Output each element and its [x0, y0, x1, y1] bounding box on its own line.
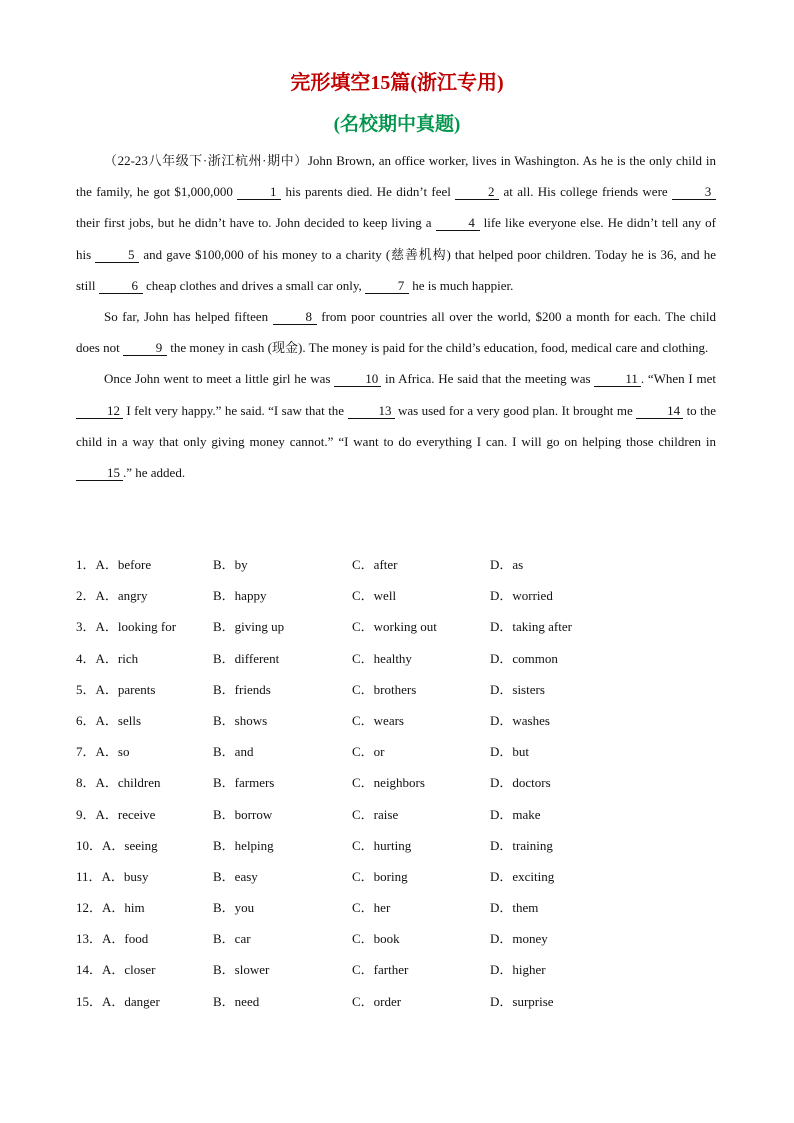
- option-b[interactable]: B．helping: [213, 837, 274, 853]
- option-d[interactable]: D．doctors: [490, 775, 551, 791]
- option-b[interactable]: B．different: [213, 650, 280, 666]
- option-a-text: A．children: [95, 775, 161, 791]
- option-c[interactable]: C．or: [352, 744, 385, 760]
- option-a[interactable]: [76, 767, 161, 798]
- option-d[interactable]: D．common: [490, 650, 558, 666]
- option-d[interactable]: D．as: [490, 557, 524, 572]
- option-c[interactable]: C．hurting: [352, 837, 412, 853]
- question-number: 13．: [76, 931, 103, 947]
- question-number: 11．: [76, 868, 102, 884]
- passage-paragraph-2: [76, 301, 716, 363]
- passage-text: at all. His college friends were: [499, 184, 672, 200]
- blank-7[interactable]: 7: [365, 278, 409, 294]
- passage-text: Once John went to meet a little girl he was: [104, 371, 335, 387]
- blank-13[interactable]: 13: [348, 403, 395, 419]
- option-a[interactable]: [76, 799, 155, 830]
- option-a[interactable]: [76, 986, 160, 1017]
- option-b[interactable]: B．shows: [213, 712, 268, 728]
- option-c[interactable]: C．farther: [352, 962, 409, 978]
- option-b[interactable]: B．borrow: [213, 806, 273, 822]
- option-a[interactable]: [76, 830, 158, 861]
- option-a-text: A．him: [102, 900, 145, 916]
- passage-text: life like everyone else. He didn’t tell any of his: [76, 215, 716, 262]
- passage-text: I felt very happy.” he said. “I saw that the: [123, 402, 348, 418]
- passage-text: .” he added.: [123, 465, 186, 481]
- source-note: （22-23八年级下·浙江杭州·期中）: [104, 153, 308, 168]
- option-c[interactable]: C．neighbors: [352, 775, 425, 791]
- option-c[interactable]: C．brothers: [352, 681, 417, 697]
- question-number: 2．: [76, 588, 96, 604]
- option-b[interactable]: B．slower: [213, 962, 270, 978]
- question-number: 8．: [76, 775, 96, 791]
- option-c[interactable]: C．well: [352, 588, 397, 604]
- blank-2[interactable]: 2: [455, 184, 499, 200]
- document-subtitle: (名校期中真题): [333, 114, 461, 135]
- option-c[interactable]: C．boring: [352, 868, 408, 884]
- blank-4[interactable]: 4: [436, 215, 480, 231]
- passage-paragraph-1: [76, 145, 716, 301]
- option-a-text: A．danger: [102, 993, 160, 1009]
- question-number: 15．: [76, 993, 103, 1009]
- blank-6[interactable]: 6: [99, 278, 143, 294]
- option-c[interactable]: C．order: [352, 993, 402, 1009]
- passage-paragraph-3: [76, 363, 716, 488]
- option-d[interactable]: D．them: [490, 900, 539, 916]
- passage-text: to the child in a way that only giving money cannot.” “I want to do everything I can. I will go on helping those children in: [76, 402, 716, 449]
- passage-text: he is much happier.: [409, 277, 514, 293]
- option-a-text: A．receive: [95, 806, 156, 822]
- option-d[interactable]: D．training: [490, 837, 553, 853]
- question-number: 3．: [76, 619, 96, 635]
- document-title: 完形填空15篇(浙江专用): [290, 72, 504, 94]
- option-a-text: A．angry: [95, 588, 148, 604]
- passage-text: his parents died. He didn’t feel: [281, 184, 456, 200]
- option-d[interactable]: D．money: [490, 931, 548, 947]
- option-a-text: A．parents: [95, 681, 156, 697]
- blank-9[interactable]: 9: [123, 340, 167, 356]
- option-b[interactable]: B．and: [213, 744, 254, 760]
- option-a-text: A．before: [95, 557, 152, 572]
- option-a-text: A．food: [102, 931, 149, 947]
- blank-5[interactable]: 5: [95, 247, 139, 263]
- question-number: 14．: [76, 962, 103, 978]
- option-c[interactable]: C．book: [352, 931, 400, 947]
- passage-text: was used for a very good plan. It brought me: [394, 402, 637, 418]
- option-d[interactable]: D．worried: [490, 588, 553, 604]
- blank-12[interactable]: 12: [76, 403, 123, 419]
- blank-14[interactable]: 14: [636, 403, 683, 419]
- question-number: 12．: [76, 900, 103, 916]
- option-a-text: A．seeing: [102, 837, 158, 853]
- cloze-passage: [76, 145, 716, 488]
- option-b[interactable]: B．happy: [213, 588, 267, 604]
- option-b[interactable]: B．friends: [213, 681, 271, 697]
- option-a[interactable]: [76, 954, 155, 985]
- blank-15[interactable]: 15: [76, 465, 123, 481]
- option-c[interactable]: C．her: [352, 900, 391, 916]
- option-d[interactable]: D．surprise: [490, 993, 554, 1009]
- passage-text: and gave $100,000 of his money to a charity (慈善机构) that helped poor children. Today he is 36, and he still: [76, 246, 717, 293]
- option-a[interactable]: [76, 923, 148, 954]
- question-number: 1．: [76, 557, 96, 572]
- option-d[interactable]: D．make: [490, 806, 541, 822]
- option-a[interactable]: [76, 580, 148, 611]
- passage-text: . “When I met: [640, 371, 716, 387]
- option-a-text: A．closer: [102, 962, 156, 978]
- option-d[interactable]: D．washes: [490, 712, 550, 728]
- option-a[interactable]: [76, 643, 138, 674]
- question-number: 7．: [76, 744, 96, 760]
- option-b[interactable]: B．farmers: [213, 775, 275, 791]
- option-d[interactable]: D．but: [490, 744, 530, 760]
- option-a-text: A．rich: [95, 650, 139, 666]
- option-b[interactable]: B．need: [213, 993, 260, 1009]
- question-number: 6．: [76, 712, 96, 728]
- passage-text: So far, John has helped fifteen: [104, 309, 273, 325]
- question-number: 9．: [76, 806, 96, 822]
- option-c[interactable]: C．wears: [352, 712, 404, 728]
- passage-text: their first jobs, but he didn’t have to. John decided to keep living a: [76, 215, 436, 231]
- option-a[interactable]: [76, 736, 129, 767]
- blank-3[interactable]: 3: [672, 184, 716, 200]
- option-b[interactable]: B．by: [213, 557, 248, 572]
- blank-8[interactable]: 8: [273, 309, 317, 325]
- passage-text: John Brown, an office worker, lives in Washington. As he is the only child in the family, he got $1,000,000: [76, 153, 716, 200]
- option-b[interactable]: B．easy: [213, 868, 258, 884]
- blank-1[interactable]: 1: [237, 184, 281, 200]
- option-a[interactable]: [76, 705, 141, 736]
- option-b[interactable]: B．giving up: [213, 619, 285, 635]
- option-c[interactable]: C．raise: [352, 806, 399, 822]
- passage-text: cheap clothes and drives a small car only,: [142, 277, 366, 293]
- option-b[interactable]: B．car: [213, 931, 251, 947]
- option-d[interactable]: D．exciting: [490, 868, 555, 884]
- passage-text: in Africa. He said that the meeting was: [381, 371, 595, 387]
- question-number: 4．: [76, 650, 96, 666]
- option-a-text: A．looking for: [95, 619, 177, 635]
- option-d[interactable]: D．taking after: [490, 619, 572, 635]
- option-a-text: A．so: [95, 744, 130, 760]
- option-a[interactable]: [76, 674, 155, 705]
- option-c[interactable]: C．after: [352, 557, 398, 572]
- option-a[interactable]: [76, 861, 148, 892]
- blank-11[interactable]: 11: [594, 371, 641, 387]
- option-d[interactable]: D．sisters: [490, 681, 545, 697]
- option-a[interactable]: [76, 549, 151, 580]
- option-b[interactable]: B．you: [213, 900, 255, 916]
- option-c[interactable]: C．working out: [352, 619, 437, 635]
- passage-text: from poor countries all over the world, $200 a month for each. The child does not: [76, 309, 716, 356]
- question-number: 10．: [76, 837, 103, 853]
- option-c[interactable]: C．healthy: [352, 650, 412, 666]
- option-a[interactable]: [76, 892, 145, 923]
- blank-10[interactable]: 10: [334, 371, 381, 387]
- option-a-text: A．sells: [95, 712, 142, 728]
- option-a-text: A．busy: [101, 868, 149, 884]
- passage-text: the money in cash (现金). The money is paid for the child’s education, food, medical care and clothing.: [166, 340, 709, 356]
- question-number: 5．: [76, 681, 96, 697]
- option-d[interactable]: D．higher: [490, 962, 546, 978]
- option-a[interactable]: [76, 611, 176, 642]
